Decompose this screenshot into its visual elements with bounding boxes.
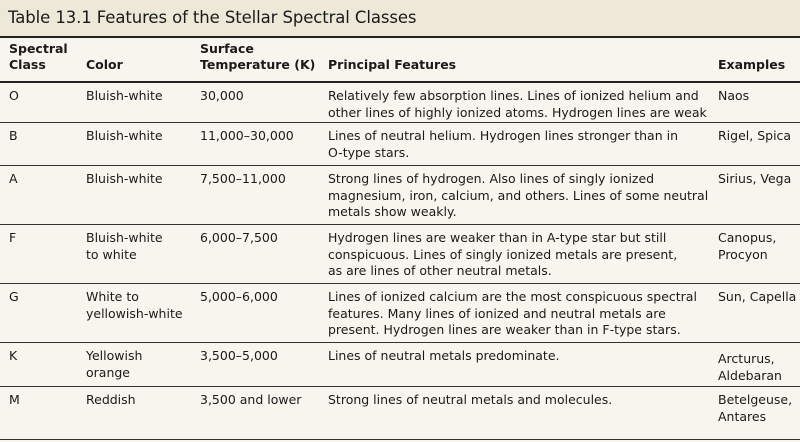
cell-color-line: Bluish-white [86, 230, 163, 245]
cell-color-line: Bluish-white [86, 128, 163, 143]
cell-examples [718, 230, 776, 263]
cell-class: A [9, 171, 18, 186]
cell-color-line: yellowish-white [86, 305, 183, 321]
header-spectral-class-line2: Class [9, 57, 46, 72]
cell-features-line: Hydrogen lines are weaker than in A-type star but still [328, 230, 667, 245]
cell-temperature: 30,000 [200, 88, 244, 103]
table-row-m [0, 387, 800, 440]
cell-color [86, 230, 163, 263]
cell-color-line: Bluish-white [86, 171, 163, 186]
table-row-k [0, 343, 800, 387]
cell-temperature: 11,000–30,000 [200, 128, 294, 143]
cell-examples [718, 392, 792, 425]
header-spectral-class-line1: Spectral [9, 41, 68, 56]
cell-color [86, 88, 163, 105]
cell-examples [718, 351, 782, 384]
cell-color-line: White to [86, 289, 139, 304]
cell-color-line: Reddish [86, 392, 136, 407]
table-row-a [0, 166, 800, 225]
cell-features-line: features. Many lines of ionized and neutral metals are [328, 305, 666, 321]
cell-features [328, 230, 677, 280]
header-principal-features: Principal Features [328, 57, 457, 72]
cell-examples-line: Canopus, [718, 230, 777, 245]
cell-class: O [9, 88, 19, 103]
cell-features-line: magnesium, iron, calcium, and others. Lines of some neutral [328, 187, 709, 203]
cell-color [86, 289, 183, 322]
cell-examples-line: Sun, Capella [718, 289, 797, 304]
cell-examples-line: Naos [718, 88, 750, 103]
cell-color [86, 348, 142, 381]
cell-color-line: orange [86, 364, 130, 380]
header-examples: Examples [718, 57, 786, 72]
table-row-b [0, 123, 800, 166]
header-surface-temperature-line2: Temperature (K) [200, 57, 316, 72]
header-color: Color [86, 57, 123, 72]
table-row-o [0, 83, 800, 123]
table-row-g [0, 284, 800, 343]
header-surface-temperature-line1: Surface [200, 41, 254, 56]
cell-color [86, 392, 136, 409]
cell-features-line: other lines of highly ionized atoms. Hydrogen lines are weak [328, 104, 707, 120]
cell-temperature: 7,500–11,000 [200, 171, 286, 186]
cell-examples-line: Procyon [718, 246, 768, 262]
cell-color-line: Bluish-white [86, 88, 163, 103]
cell-features [328, 289, 697, 339]
cell-color-line: to white [86, 246, 137, 262]
cell-features-line: Relatively few absorption lines. Lines of ionized helium and [328, 88, 699, 103]
cell-examples [718, 128, 791, 145]
cell-class: F [9, 230, 17, 245]
cell-examples [718, 88, 749, 105]
cell-features-line: Strong lines of neutral metals and molecules. [328, 392, 613, 407]
cell-examples-line: Betelgeuse, [718, 392, 793, 407]
cell-features [328, 88, 707, 121]
cell-features [328, 171, 708, 221]
cell-features-line: Lines of ionized calcium are the most conspicuous spectral [328, 289, 697, 304]
table-header [0, 36, 800, 83]
cell-class: M [9, 392, 20, 407]
cell-examples-line: Arcturus, [718, 351, 775, 366]
cell-examples-line: Antares [718, 408, 767, 424]
table-row-f [0, 225, 800, 284]
cell-features-line: Strong lines of hydrogen. Also lines of singly ionized [328, 171, 655, 186]
cell-features [328, 128, 678, 161]
cell-features [328, 392, 612, 409]
cell-features-line: conspicuous. Lines of singly ionized metals are present, [328, 246, 678, 262]
cell-class: G [9, 289, 19, 304]
table-title: Table 13.1 Features of the Stellar Spectral Classes [8, 8, 417, 27]
header-surface-temperature [200, 41, 315, 73]
header-spectral-class [9, 41, 68, 73]
cell-features-line: as are lines of other neutral metals. [328, 263, 552, 278]
table-title-bar [0, 0, 800, 38]
cell-features-line: Lines of neutral helium. Hydrogen lines stronger than in [328, 128, 679, 143]
cell-color [86, 128, 163, 145]
cell-features [328, 348, 560, 365]
cell-temperature: 3,500–5,000 [200, 348, 278, 363]
cell-features-line: present. Hydrogen lines are weaker than in F-type stars. [328, 322, 681, 337]
cell-examples [718, 171, 791, 188]
cell-class: B [9, 128, 18, 143]
cell-temperature: 3,500 and lower [200, 392, 302, 407]
cell-examples-line: Rigel, Spica [718, 128, 792, 143]
cell-color [86, 171, 163, 188]
cell-features-line: Lines of neutral metals predominate. [328, 348, 560, 363]
cell-temperature: 6,000–7,500 [200, 230, 278, 245]
cell-examples-line: Sirius, Vega [718, 171, 792, 186]
cell-features-line: O-type stars. [328, 144, 410, 160]
cell-class: K [9, 348, 18, 363]
cell-temperature: 5,000–6,000 [200, 289, 278, 304]
cell-features-line: metals show weakly. [328, 204, 457, 219]
cell-color-line: Yellowish [86, 348, 143, 363]
cell-examples-line: Aldebaran [718, 367, 782, 383]
cell-examples [718, 289, 796, 306]
